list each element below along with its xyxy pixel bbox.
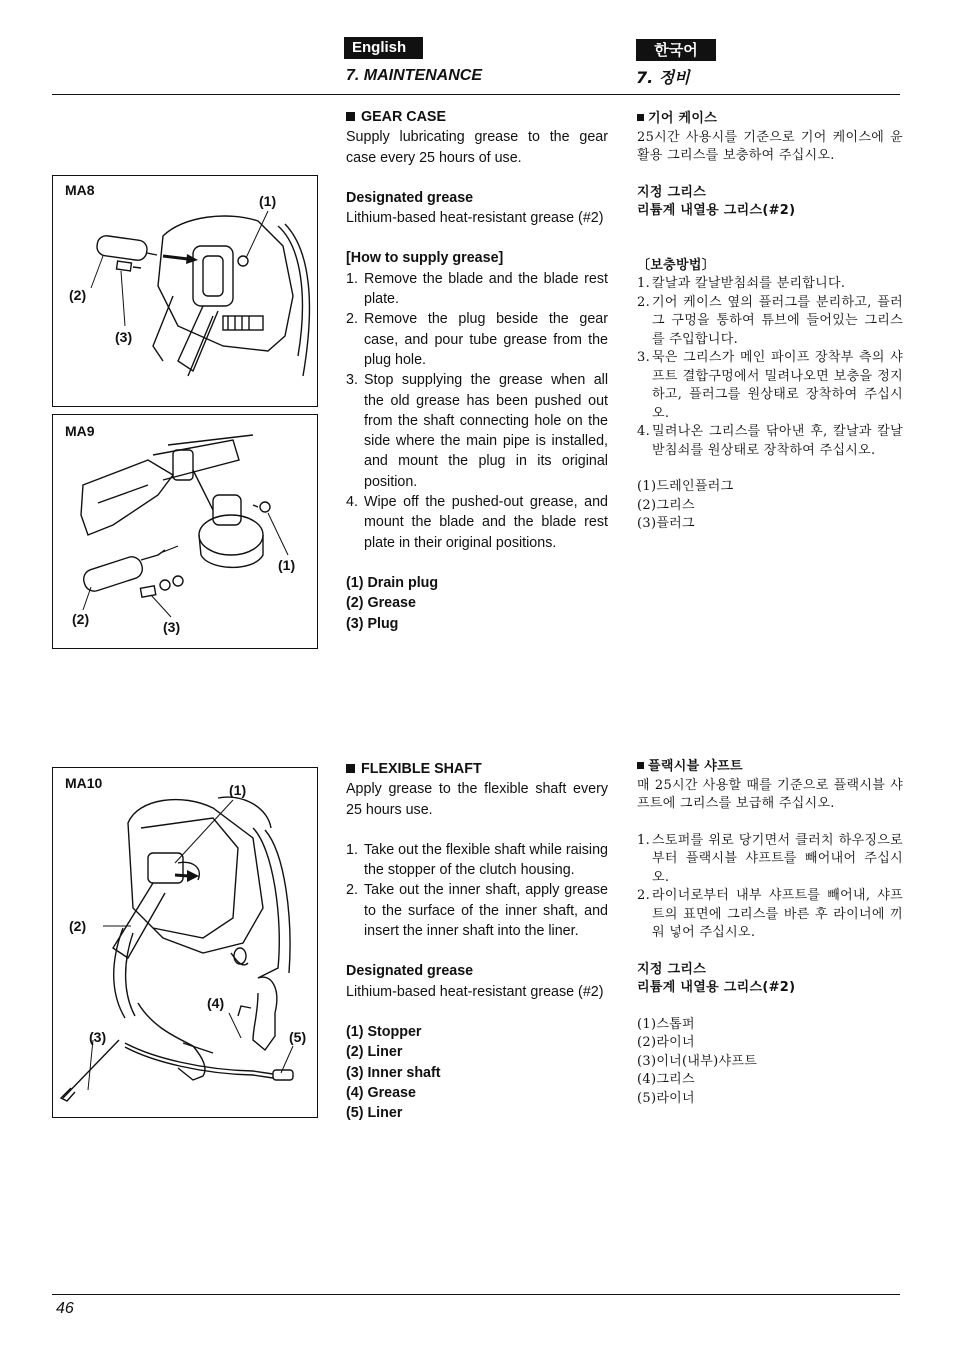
callout-2: (2): [72, 611, 90, 627]
callout-3: (3): [163, 619, 181, 635]
step-item: 2. 기어 케이스 옆의 플러그를 분리하고, 플러그 구멍을 통하여 튜브에 들어있는 그리스를 주입합니다.: [637, 294, 903, 347]
step-item: 3. Stop supplying the grease when all the old grease has been pushed out from the shaft connecting hole on the side where the main pipe is installed, and mount the plug in its original position.: [346, 372, 608, 490]
figure-ma8: [52, 175, 318, 407]
header-rule: [52, 94, 900, 95]
callout-5: (5): [289, 1029, 307, 1045]
step-item: 2. Take out the inner shaft, apply grease to the surface of the inner shaft, and insert the inner shaft into the liner.: [346, 882, 608, 940]
designated-grease-text-ko: 리튬계 내열용 그리스(#2): [637, 203, 796, 218]
gear-case-heading-en: GEAR CASE: [346, 107, 608, 127]
page-number: 46: [56, 1300, 74, 1317]
bullet-square-icon: [346, 764, 355, 773]
flexible-shaft-english: [346, 759, 608, 1123]
legend-item: (3) Plug: [346, 615, 399, 632]
step-item: 4. Wipe off the pushed-out grease, and mount the blade and the blade rest plate in their original positions.: [346, 494, 608, 551]
bullet-square-icon: [637, 114, 644, 121]
callout-4: (4): [207, 995, 225, 1011]
designated-grease-heading-en: Designated grease: [346, 189, 474, 206]
flexible-shaft-heading-ko: 플랙시블 샤프트: [637, 758, 903, 777]
callout-3: (3): [115, 329, 133, 345]
designated-grease-heading-ko: 지정 그리스: [637, 961, 707, 977]
bullet-square-icon: [637, 762, 644, 769]
step-item: 1. 스토퍼를 위로 당기면서 클러치 하우징으로부터 플랙시블 샤프트를 빼어내어 주십시오.: [637, 832, 903, 885]
gear-case-heading-ko: 기어 케이스: [637, 110, 903, 129]
legend-item: (4) Grease: [346, 1084, 416, 1101]
gear-case-english: [346, 107, 608, 634]
designated-grease-text-ko: 리튬계 내열용 그리스(#2): [637, 980, 796, 995]
flexible-shaft-intro-ko: 매 25시간 사용할 때를 기준으로 플랙시블 샤프트에 그리스를 보급해 주십시오.: [637, 777, 903, 811]
section-title-korean: 7. 정비: [636, 68, 690, 87]
designated-grease-heading-en: Designated grease: [346, 963, 474, 980]
figure-ma10: [52, 767, 318, 1118]
gear-case-steps-ko: [637, 275, 903, 460]
legend-item: (2)그리스: [637, 497, 695, 513]
legend-item: (3)플러그: [637, 516, 695, 531]
legend-item: (1) Drain plug: [346, 574, 439, 591]
legend-item: (4)그리스: [637, 1072, 695, 1087]
gear-case-intro-en: Supply lubricating grease to the gear case every 25 hours of use.: [346, 129, 608, 166]
flexible-shaft-korean: [637, 758, 903, 1108]
how-to-supply-heading-ko: 〔보충방법〕: [637, 257, 716, 273]
figure-label: MA10: [65, 775, 103, 791]
legend-item: (1) Stopper: [346, 1023, 422, 1040]
designated-grease-heading-ko: 지정 그리스: [637, 184, 707, 200]
language-badge-korean: 한국어: [636, 39, 716, 61]
figure-ma9: [52, 414, 318, 649]
legend-item: (1)스톱퍼: [637, 1016, 695, 1032]
callout-3: (3): [89, 1029, 107, 1045]
callout-1: (1): [278, 557, 296, 573]
figure-label: MA8: [65, 182, 95, 198]
step-item: 1. 칼날과 칼날받침쇠를 분리합니다.: [637, 276, 846, 291]
legend-item: (2)라이너: [637, 1035, 695, 1050]
designated-grease-text-en: Lithium-based heat-resistant grease (#2): [346, 983, 604, 1000]
designated-grease-text-en: Lithium-based heat-resistant grease (#2): [346, 210, 604, 227]
legend-item: (5)라이너: [637, 1090, 695, 1106]
gear-case-korean: [637, 110, 903, 534]
flexible-shaft-steps-ko: [637, 832, 903, 943]
gear-case-plug-illustration: [53, 415, 317, 648]
legend-item: (3) Inner shaft: [346, 1064, 441, 1081]
legend-item: (2) Liner: [346, 1044, 403, 1061]
section-title-english: 7. MAINTENANCE: [346, 67, 483, 84]
legend-item: (3)이너(내부)샤프트: [637, 1053, 758, 1069]
legend-item: (2) Grease: [346, 595, 416, 612]
how-to-supply-heading-en: [How to supply grease]: [346, 250, 504, 267]
bullet-square-icon: [346, 112, 355, 121]
flexible-shaft-intro-en: Apply grease to the flexible shaft every 25 hours use.: [346, 781, 608, 818]
gear-case-steps-en: [346, 269, 608, 553]
flexible-shaft-steps-en: [346, 840, 608, 941]
gear-case-grease-illustration: [53, 176, 317, 406]
language-badge-english: English: [344, 37, 423, 59]
step-item: 2. Remove the plug beside the gear case, and pour tube grease from the plug hole.: [346, 311, 608, 368]
callout-1: (1): [259, 193, 277, 209]
flexible-shaft-heading-en: FLEXIBLE SHAFT: [346, 759, 608, 779]
step-item: 1. Remove the blade and the blade rest plate.: [346, 270, 608, 308]
callout-1: (1): [229, 782, 247, 798]
callout-2: (2): [69, 918, 87, 934]
step-item: 3. 묵은 그리스가 메인 파이프 장착부 측의 샤프트 결합구멍에서 밀려나오면 보충을 정지하고, 플러그를 원상태로 장착하여 주십시오.: [637, 350, 903, 421]
legend-item: (1)드레인플러그: [637, 479, 734, 494]
figure-label: MA9: [65, 423, 95, 439]
step-item: 1. Take out the flexible shaft while raising the stopper of the clutch housing.: [346, 841, 608, 879]
callout-2: (2): [69, 287, 87, 303]
legend-item: (5) Liner: [346, 1105, 403, 1122]
gear-case-intro-ko: 25시간 사용시를 기준으로 기어 케이스에 윤활용 그리스를 보충하여 주십시오.: [637, 129, 903, 163]
flexible-shaft-illustration: [53, 768, 317, 1117]
footer-rule: [52, 1294, 900, 1295]
step-item: 2. 라이너로부터 내부 샤프트를 빼어내, 샤프트의 표면에 그리스를 바른 후 라이너에 끼워 넣어 주십시오.: [637, 888, 903, 940]
step-item: 4. 밀려나온 그리스를 닦아낸 후, 칼날과 칼날받침쇠를 원상태로 장착하여 주십시오.: [637, 424, 903, 458]
